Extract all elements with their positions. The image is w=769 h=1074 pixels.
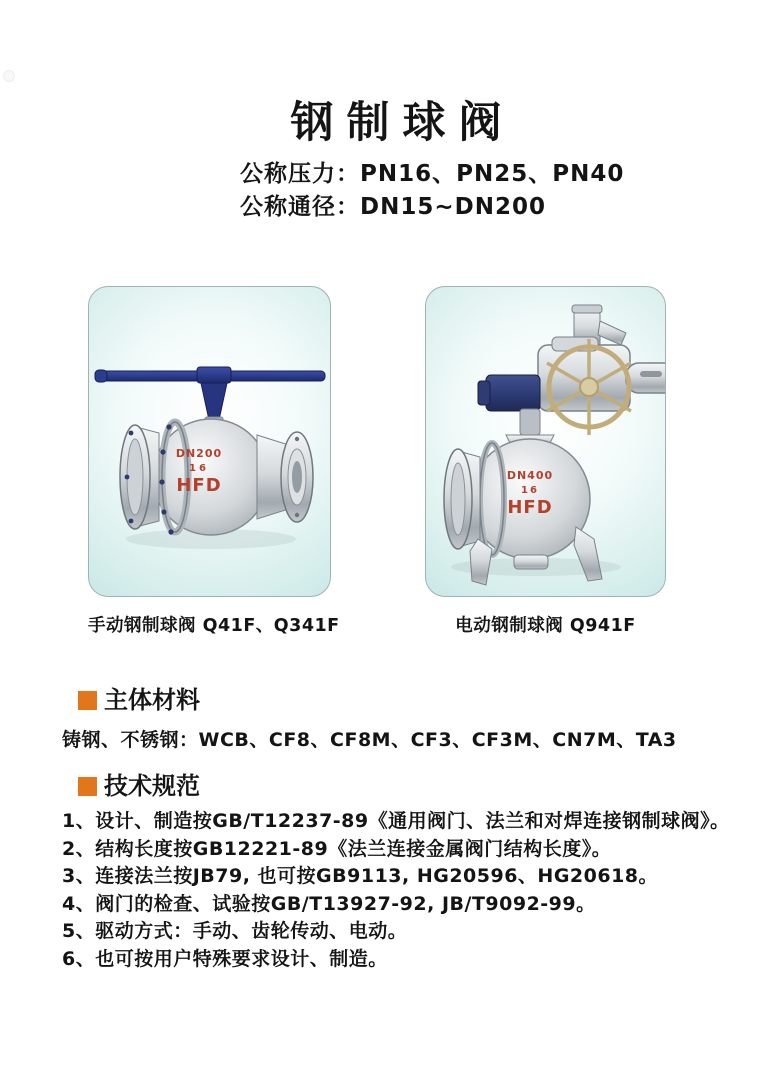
- spec-item-3: 3、连接法兰按JB79, 也可按GB9113, HG20596、HG20618。: [62, 865, 659, 887]
- manual-handle: [95, 367, 325, 420]
- left-flange: [120, 425, 159, 529]
- spec-item-4: 4、阀门的检查、试验按GB/T13927-92, JB/T9092-99。: [62, 892, 596, 915]
- svg-text:HFD: HFD: [176, 475, 222, 496]
- materials-heading-label: 主体材料: [104, 686, 200, 714]
- nominal-diameter-line: 公称通径：DN15~DN200: [240, 194, 546, 220]
- materials-heading: [78, 687, 769, 713]
- scan-artifact-dot: [3, 70, 15, 82]
- manual-valve-photo: [88, 286, 331, 597]
- actuator-motor-cylinder: [626, 363, 666, 393]
- orange-square-icon: [78, 777, 97, 796]
- section-technical-specs: [62, 773, 769, 973]
- product-figures: [88, 286, 769, 637]
- figure-electric-valve: [425, 286, 666, 637]
- svg-text:DN200: DN200: [175, 447, 223, 460]
- specs-heading: [78, 773, 769, 799]
- spec-item-6: 6、也可按用户特殊要求设计、制造。: [62, 947, 388, 970]
- figure-manual-valve: [88, 286, 340, 637]
- manual-valve-caption: 手动钢制球阀 Q41F、Q341F: [88, 616, 340, 636]
- orange-square-icon: [78, 691, 97, 710]
- specs-heading-label: 技术规范: [104, 772, 200, 800]
- spec-item-5: 5、驱动方式：手动、齿轮传动、电动。: [62, 920, 408, 942]
- svg-text:DN400: DN400: [506, 469, 554, 482]
- left-flange: [444, 449, 480, 549]
- section-materials: [62, 687, 769, 752]
- actuator-motor-clamp: [478, 375, 540, 411]
- spec-item-2: 2、结构长度按GB12221-89《法兰连接金属阀门结构长度》。: [62, 837, 612, 860]
- right-flange: [257, 432, 313, 522]
- electric-valve-illustration: [426, 287, 666, 597]
- materials-body: 铸钢、不锈钢：WCB、CF8、CF8M、CF3、CF3M、CN7M、TA3: [62, 729, 677, 751]
- spec-item-1: 1、设计、制造按GB/T12237-89《通用阀门、法兰和对焊连接钢制球阀》。: [62, 810, 730, 832]
- nominal-specs: [240, 158, 624, 224]
- nominal-pressure-line: 公称压力：PN16、PN25、PN40: [240, 161, 625, 187]
- manual-valve-illustration: [89, 287, 331, 597]
- page-title: 钢制球阀: [290, 98, 515, 148]
- electric-valve-photo: [425, 286, 666, 597]
- specs-list: [62, 808, 769, 973]
- electric-valve-caption: 电动钢制球阀 Q941F: [455, 616, 636, 636]
- svg-text:HFD: HFD: [507, 497, 553, 518]
- svg-text:16: 16: [189, 463, 209, 474]
- svg-text:16: 16: [521, 485, 539, 496]
